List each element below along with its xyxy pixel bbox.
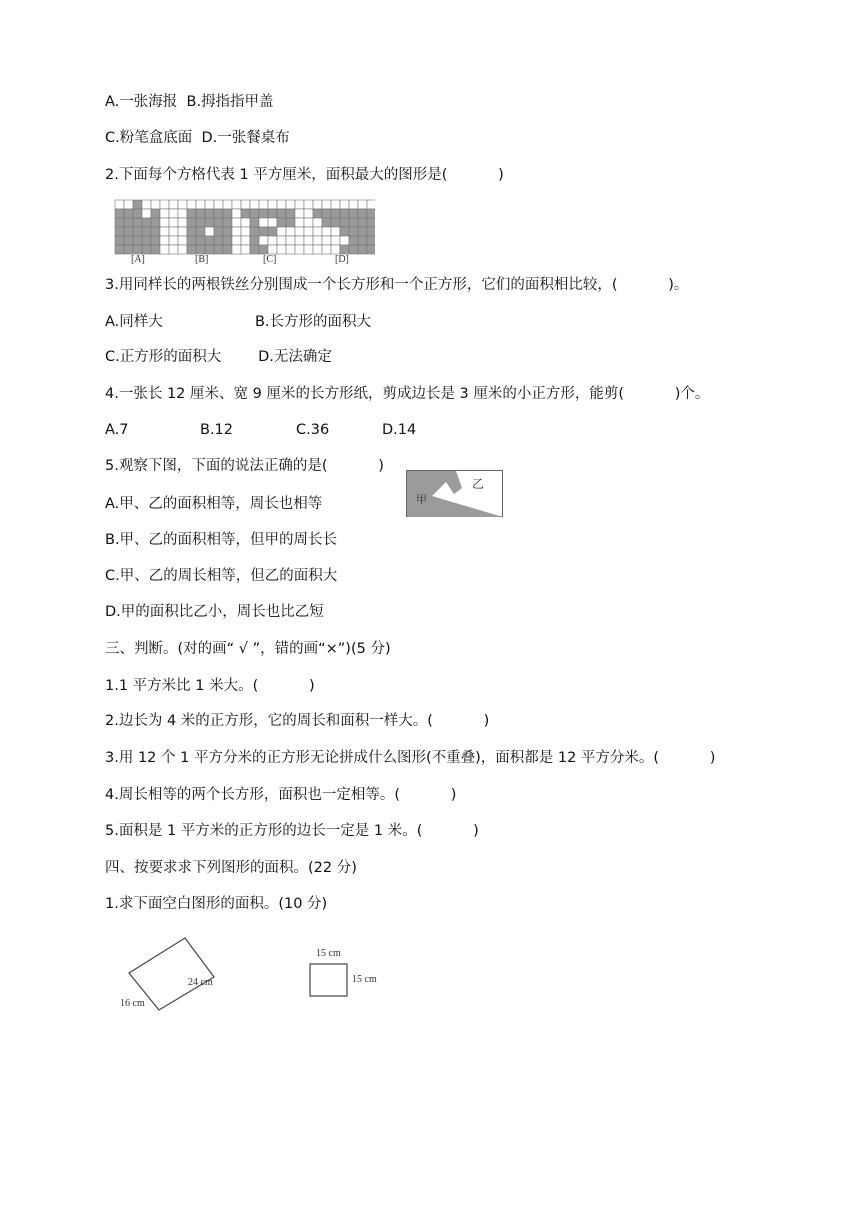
- q2-text: 2.下面每个方格代表 1 平方厘米，面积最大的图形是( ): [105, 167, 504, 183]
- q4-option-b: B.12: [200, 422, 234, 438]
- q1-option-line-2: C.粉笔盒底面 D.一张餐桌布: [105, 130, 290, 146]
- q4-option-c: C.36: [296, 422, 330, 438]
- judge-item-4: 4.周长相等的两个长方形，面积也一定相等。( ): [105, 787, 457, 803]
- yi-label: 乙: [472, 477, 485, 491]
- judge-item-3: 3.用 12 个 1 平方分米的正方形无论拼成什么图形(不重叠)，面积都是 12 平方分米。( ): [105, 750, 716, 766]
- q3-text: 3.用同样长的两根铁丝分别围成一个长方形和一个正方形，它们的面积相比较，( )。: [105, 277, 689, 293]
- q3-option-line-1: A.同样大 B.长方形的面积大: [105, 314, 372, 330]
- q5-option-a: A.甲、乙的面积相等，周长也相等: [105, 496, 323, 512]
- area-figures: [112, 930, 382, 1020]
- grid-label-a: [A]: [131, 254, 145, 264]
- rect-short-label: 16 cm: [120, 998, 145, 1009]
- rect-long-label: 24 cm: [188, 977, 213, 988]
- section4-sub1: 1.求下面空白图形的面积。(10 分): [105, 896, 328, 912]
- grid-figure: [113, 198, 375, 264]
- grid-squares: [115, 200, 375, 254]
- q5-option-d: D.甲的面积比乙小，周长也比乙短: [105, 604, 324, 620]
- grid-label-d: [D]: [335, 254, 349, 264]
- grid-label-c: [C]: [263, 254, 277, 264]
- section4-title: 四、按要求求下列图形的面积。(22 分): [105, 860, 357, 876]
- q3-option-line-2: C.正方形的面积大 D.无法确定: [105, 349, 332, 365]
- grid-label-b: [B]: [195, 254, 209, 264]
- square-top-label: 15 cm: [316, 948, 341, 959]
- judge-item-2: 2.边长为 4 米的正方形，它的周长和面积一样大。( ): [105, 713, 490, 729]
- square-right-label: 15 cm: [352, 974, 377, 985]
- judge-item-5: 5.面积是 1 平方米的正方形的边长一定是 1 米。( ): [105, 823, 479, 839]
- judge-item-1: 1.1 平方米比 1 米大。( ): [105, 678, 315, 694]
- q5-option-c: C.甲、乙的周长相等，但乙的面积大: [105, 568, 338, 584]
- jia-yi-figure: [406, 470, 504, 518]
- jia-label: 甲: [416, 493, 427, 506]
- square: [310, 964, 347, 996]
- q1-option-line-1: A.一张海报 B.拇指指甲盖: [105, 94, 274, 110]
- q4-text: 4.一张长 12 厘米、宽 9 厘米的长方形纸，剪成边长是 3 厘米的小正方形，能剪( )个。: [105, 386, 710, 402]
- q4-option-a: A.7: [105, 422, 129, 438]
- q4-option-d: D.14: [382, 422, 417, 438]
- q5-text: 5.观察下图，下面的说法正确的是( ): [105, 458, 384, 474]
- section3-title: 三、判断。(对的画“ √ ”，错的画“×”)(5 分): [105, 641, 391, 657]
- q5-option-b: B.甲、乙的面积相等，但甲的周长长: [105, 532, 338, 548]
